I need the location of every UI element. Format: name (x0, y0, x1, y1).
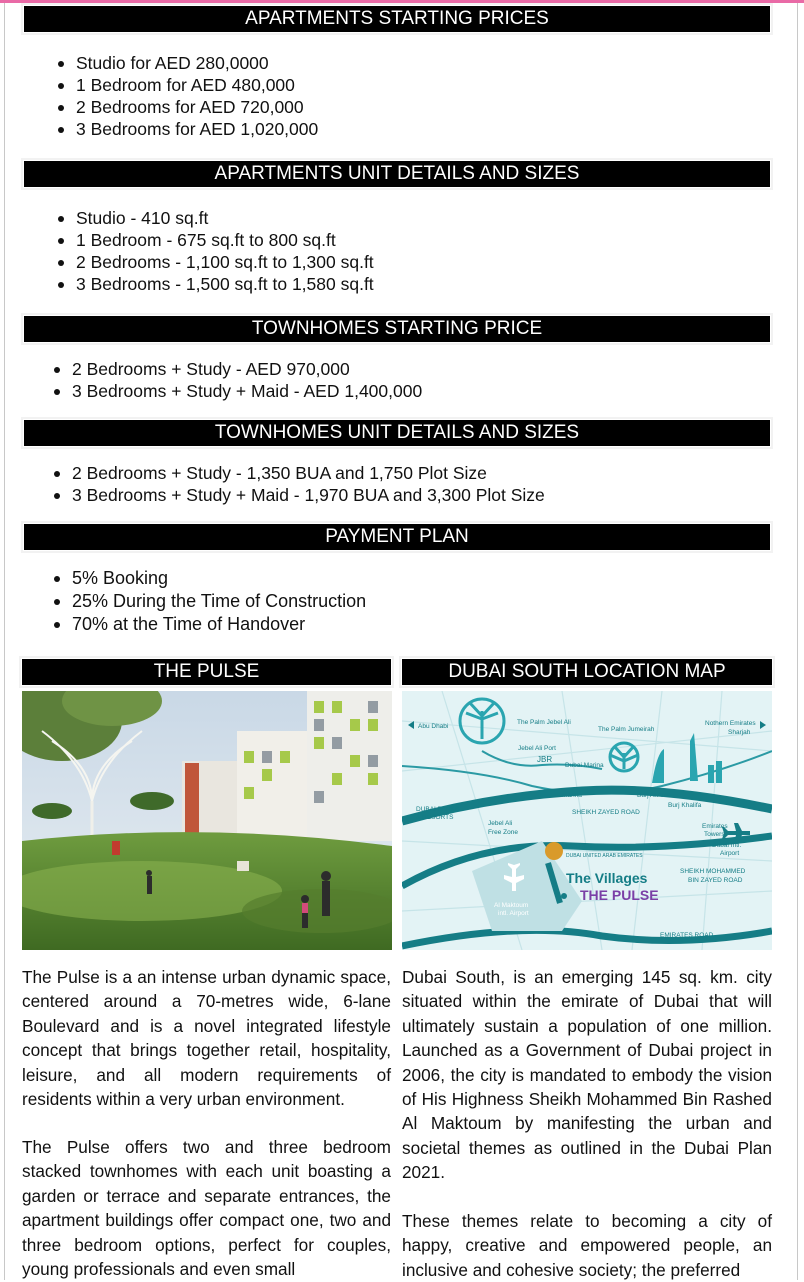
map-label: Burj Khalifa (668, 802, 702, 809)
section-header-apartment-prices: APARTMENTS STARTING PRICES (24, 6, 770, 32)
top-accent-bar (0, 0, 804, 3)
section-header-location-map: DUBAI SOUTH LOCATION MAP (402, 659, 772, 685)
townhome-sizes-list (50, 462, 545, 506)
map-label-the-pulse: THE PULSE (580, 887, 659, 903)
list-item: 1 Bedroom for AED 480,000 (54, 74, 318, 96)
payment-plan-list (50, 567, 366, 636)
map-label: Jebel Ali Port (518, 745, 556, 752)
map-label: Dubai Marina (565, 762, 604, 769)
map-label: Al Maktoum (494, 902, 529, 909)
apartment-prices-list (54, 52, 318, 140)
list-item: 1 Bedroom - 675 sq.ft to 800 sq.ft (54, 229, 374, 251)
list-item: 3 Bedrooms for AED 1,020,000 (54, 118, 318, 140)
list-item: Studio - 410 sq.ft (54, 207, 374, 229)
map-label: & RESORTS (416, 814, 454, 821)
list-item: 3 Bedrooms + Study + Maid - 1,970 BUA and 3,300 Plot Size (50, 484, 545, 506)
the-pulse-paragraph-2: The Pulse offers two and three bedroom stacked townhomes with each unit boasting a garden or terrace and separate entrances, the apartment buildings offer compact one, two and three bedroom options, perfect for couples, young professionals and even small (22, 1137, 391, 1280)
list-item: 3 Bedrooms - 1,500 sq.ft to 1,580 sq.ft (54, 273, 374, 295)
map-label: Abu Dhabi (418, 723, 449, 730)
map-label: SHEIKH MOHAMMED (680, 868, 746, 875)
apartment-sizes-list (54, 207, 374, 295)
map-label: Towers (704, 831, 725, 838)
map-label: intl. Airport (498, 910, 529, 917)
list-item: 2 Bedrooms + Study - 1,350 BUA and 1,750 Plot Size (50, 462, 545, 484)
map-label: DUBAI UNITED ARAB EMIRATES (566, 853, 643, 859)
map-label: EXPO 2020 (566, 844, 593, 850)
list-item: 2 Bedrooms for AED 720,000 (54, 96, 318, 118)
list-item: 70% at the Time of Handover (50, 613, 366, 636)
map-label-the-villages: The Villages (566, 870, 648, 886)
map-label: BIN ZAYED ROAD (688, 877, 743, 884)
map-label: The Palm Jumeirah (598, 726, 655, 733)
list-item: 5% Booking (50, 567, 366, 590)
map-label: Nothern Emirates (705, 720, 756, 727)
map-label: JBR (537, 755, 553, 764)
the-pulse-rendering-image (22, 691, 392, 950)
map-label: The Palm Jebel Ali (517, 719, 571, 726)
right-border (797, 3, 798, 1280)
dubai-south-location-map (402, 691, 772, 950)
section-header-townhome-price: TOWNHOMES STARTING PRICE (24, 316, 770, 342)
map-label: SHEIKH ZAYED ROAD (572, 809, 640, 816)
section-header-apartment-sizes: APARTMENTS UNIT DETAILS AND SIZES (24, 161, 770, 187)
list-item: 2 Bedrooms + Study - AED 970,000 (50, 358, 422, 380)
map-label: إكسبو (614, 844, 627, 850)
map-label: Free Zone (488, 829, 518, 836)
map-label: Emirates (702, 823, 728, 830)
map-label: Marina (562, 792, 582, 799)
section-header-townhome-sizes: TOWNHOMES UNIT DETAILS AND SIZES (24, 420, 770, 446)
dubai-south-paragraph-1: Dubai South, is an emerging 145 sq. km. city situated within the emirate of Dubai that will ultimately sustain a population of one million. Launched as a Government of Dubai project in 2006, the city is mandated to embody the vision of His Highness Sheikh Mohammed Bin Rashed Al Maktoum by manifesting the urban and societal themes as outlined in the Dubai Plan 2021. (402, 967, 772, 1183)
map-label: DUBAI PARKS (416, 806, 460, 813)
map-label: Jebel Ali (488, 820, 513, 827)
section-header-the-pulse: THE PULSE (22, 659, 391, 685)
map-label: EMIRATES ROAD (660, 932, 714, 939)
list-item: 25% During the Time of Construction (50, 590, 366, 613)
list-item: 3 Bedrooms + Study + Maid - AED 1,400,000 (50, 380, 422, 402)
map-label: Dubai Intl. (712, 842, 742, 849)
map-label: Burj Al Arab (637, 792, 671, 799)
townhome-price-list (50, 358, 422, 402)
the-pulse-paragraph-1: The Pulse is a an intense urban dynamic space, centered around a 70-metres wide, 6-lane Boulevard and is a novel integrated lifestyle concept that brings together retail, hospitality, leisure, and all modern requirements of residents within a very urban environment. (22, 967, 391, 1110)
map-label: Airport (720, 850, 740, 857)
list-item: Studio for AED 280,0000 (54, 52, 318, 74)
section-header-payment-plan: PAYMENT PLAN (24, 524, 770, 550)
dubai-south-paragraph-2: These themes relate to becoming a city of happy, creative and empowered people, an inclusive and cohesive society; the preferred (402, 1211, 772, 1280)
map-label: Sharjah (728, 729, 751, 736)
list-item: 2 Bedrooms - 1,100 sq.ft to 1,300 sq.ft (54, 251, 374, 273)
left-border (4, 3, 5, 1280)
